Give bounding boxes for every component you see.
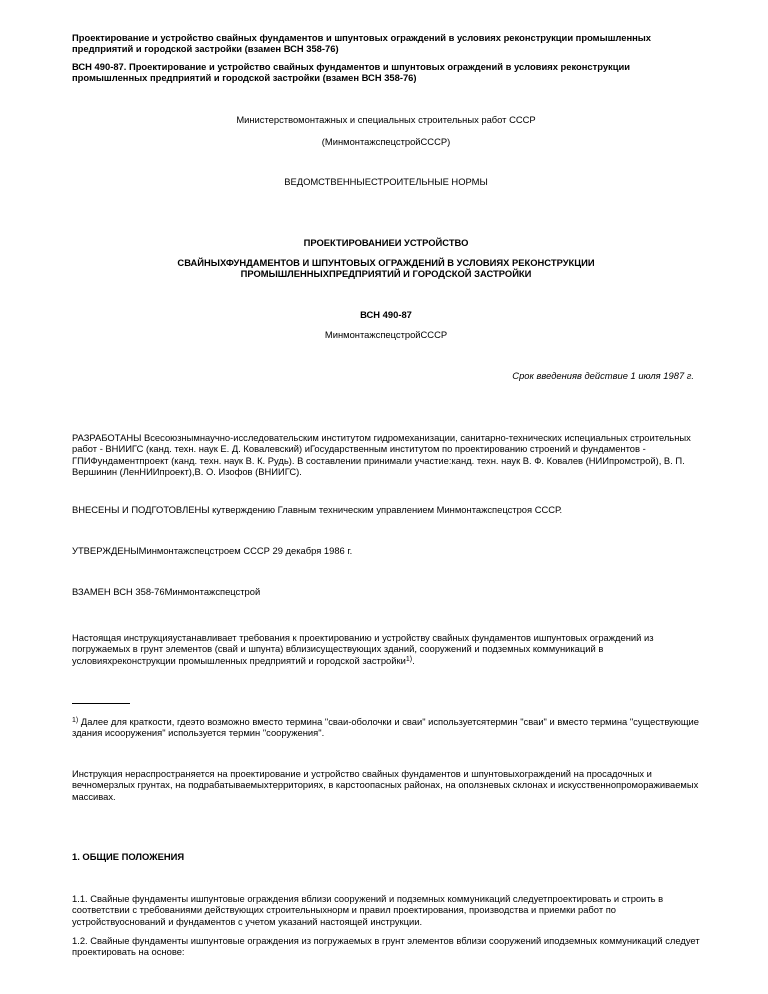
approved-paragraph bbox=[72, 545, 700, 556]
footnote-mark: 1) bbox=[72, 717, 79, 724]
footnote-reference: 1) bbox=[405, 655, 413, 663]
submitted-text: кутверждению Главным техническим управлением Минмонтажспецстроя СССР. bbox=[209, 504, 563, 515]
replaces-text: ВСН 358-76Минмонтажспецстрой bbox=[110, 586, 261, 597]
intro-text: Настоящая инструкцияустанавливает требования к проектированию и устройству свайных фундаментов ишпунтовых ограждений из погружаемых в грунт элементов (свай и шпунта) вблизисуществующих зданий, сооружений и подземных коммуникаций в условияхреконструкции промышленных предприятий и городской застройки bbox=[72, 632, 654, 666]
document-title: Проектирование и устройство свайных фундаментов и шпунтовых ограждений в условиях реконструкции промышленных предприятий и городской застройки (взамен ВСН 358-76) bbox=[72, 32, 652, 54]
main-title-line1: ПРОЕКТИРОВАНИЕИ УСТРОЙСТВО bbox=[303, 237, 469, 248]
main-title-line2: СВАЙНЫХФУНДАМЕНТОВ И ШПУНТОВЫХ ОГРАЖДЕНИЙ В УСЛОВИЯХ РЕКОНСТРУКЦИИ ПРОМЫШЛЕННЫХПРЕДПРИЯТИЙ И ГОРОДСКОЙ ЗАСТРОЙКИ bbox=[177, 257, 595, 280]
submitted-paragraph bbox=[72, 504, 700, 515]
submitted-label: ВНЕСЕНЫ И ПОДГОТОВЛЕНЫ bbox=[72, 504, 210, 515]
developed-text: Всесоюзнымнаучно-исследовательским институтом гидромеханизации, санитарно-технических испециальных строительных работ - ВНИИГС (канд. техн. наук Е. Д. Ковалевский) иГосударственным институтом по проектированию строений и фундаментов - ГПИФундаментпроект (канд. техн. наук В. К. Рудь). В составлении принимали участие:канд. техн. наук В. Ф. Ковалев (НИИпромстрой), В. П. Вершинин (ЛенНИИпроект),В. О. Изофов (ВНИИГС). bbox=[72, 432, 691, 478]
effective-date: Срок введенияв действие 1 июля 1987 г. bbox=[512, 370, 694, 381]
approved-label: УТВЕРЖДЕНЫ bbox=[72, 545, 139, 556]
developed-paragraph bbox=[72, 432, 700, 478]
approved-text: Минмонтажспецстроем СССР 29 декабря 1986 г. bbox=[138, 545, 353, 556]
document-code: ВСН 490-87 bbox=[360, 309, 412, 320]
section-heading: 1. ОБЩИЕ ПОЛОЖЕНИЯ bbox=[72, 851, 185, 862]
paragraph-1-1: 1.1. Свайные фундаменты ишпунтовые ограждения вблизи сооружений и подземных коммуникаций следуетпроектировать и строить в соответствии с требованиями действующих строительныхнорм и правил проектирования, производства и приемки работ по устройствуоснований и фундаментов с учетом указаний настоящей инструкции. bbox=[72, 893, 664, 927]
footnote-divider bbox=[72, 703, 130, 704]
replaces-paragraph bbox=[72, 586, 700, 597]
norms-type: ВЕДОМСТВЕННЫЕСТРОИТЕЛЬНЫЕ НОРМЫ bbox=[284, 176, 488, 187]
paragraph-1-2: 1.2. Свайные фундаменты ишпунтовые ограждения из погружаемых в грунт элементов вблизи сооружений иподземных коммуникаций следует проектировать на основе: bbox=[72, 935, 700, 958]
footnote-text: Далее для краткости, гдеэто возможно вместо термина "сваи-оболочки и сваи" используетсятермин "сваи" и вместо термина "существующие здания исооружения" используется термин "сооружения". bbox=[72, 716, 700, 739]
replaces-label: ВЗАМЕН bbox=[72, 586, 111, 597]
intro-paragraph: Настоящая инструкцияустанавливает требования к проектированию и устройству свайных фундаментов ишпунтовых ограждений из погружаемых в грунт элементов (свай и шпунта) вблизисуществующих зданий, сооружений и подземных коммуникаций в условияхреконструкции промышленных предприятий и городской застройки$^{1)}$. bbox=[72, 632, 654, 666]
developed-label: РАЗРАБОТАНЫ bbox=[72, 432, 142, 443]
footnote bbox=[72, 716, 700, 739]
document-subtitle: ВСН 490-87. Проектирование и устройство свайных фундаментов и шпунтовых ограждений в условиях реконструкции промышленных предприятий и городской застройки (взамен ВСН 358-76) bbox=[72, 61, 631, 83]
ministry-name: Министерствомонтажных и специальных строительных работ СССР bbox=[236, 114, 536, 125]
scope-paragraph: Инструкция нераспространяется на проектирование и устройство свайных фундаментов и шпунтовыхограждений на просадочных и вечномерзлых грунтах, на подрабатываемыхтерриториях, в карстоопасных районах, на оползневых склонах и искусственнопромораживаемых массивах. bbox=[72, 768, 699, 802]
ministry-abbreviation: (МинмонтажспецстройСССР) bbox=[321, 136, 451, 147]
issuer: МинмонтажспецстройСССР bbox=[324, 329, 448, 340]
